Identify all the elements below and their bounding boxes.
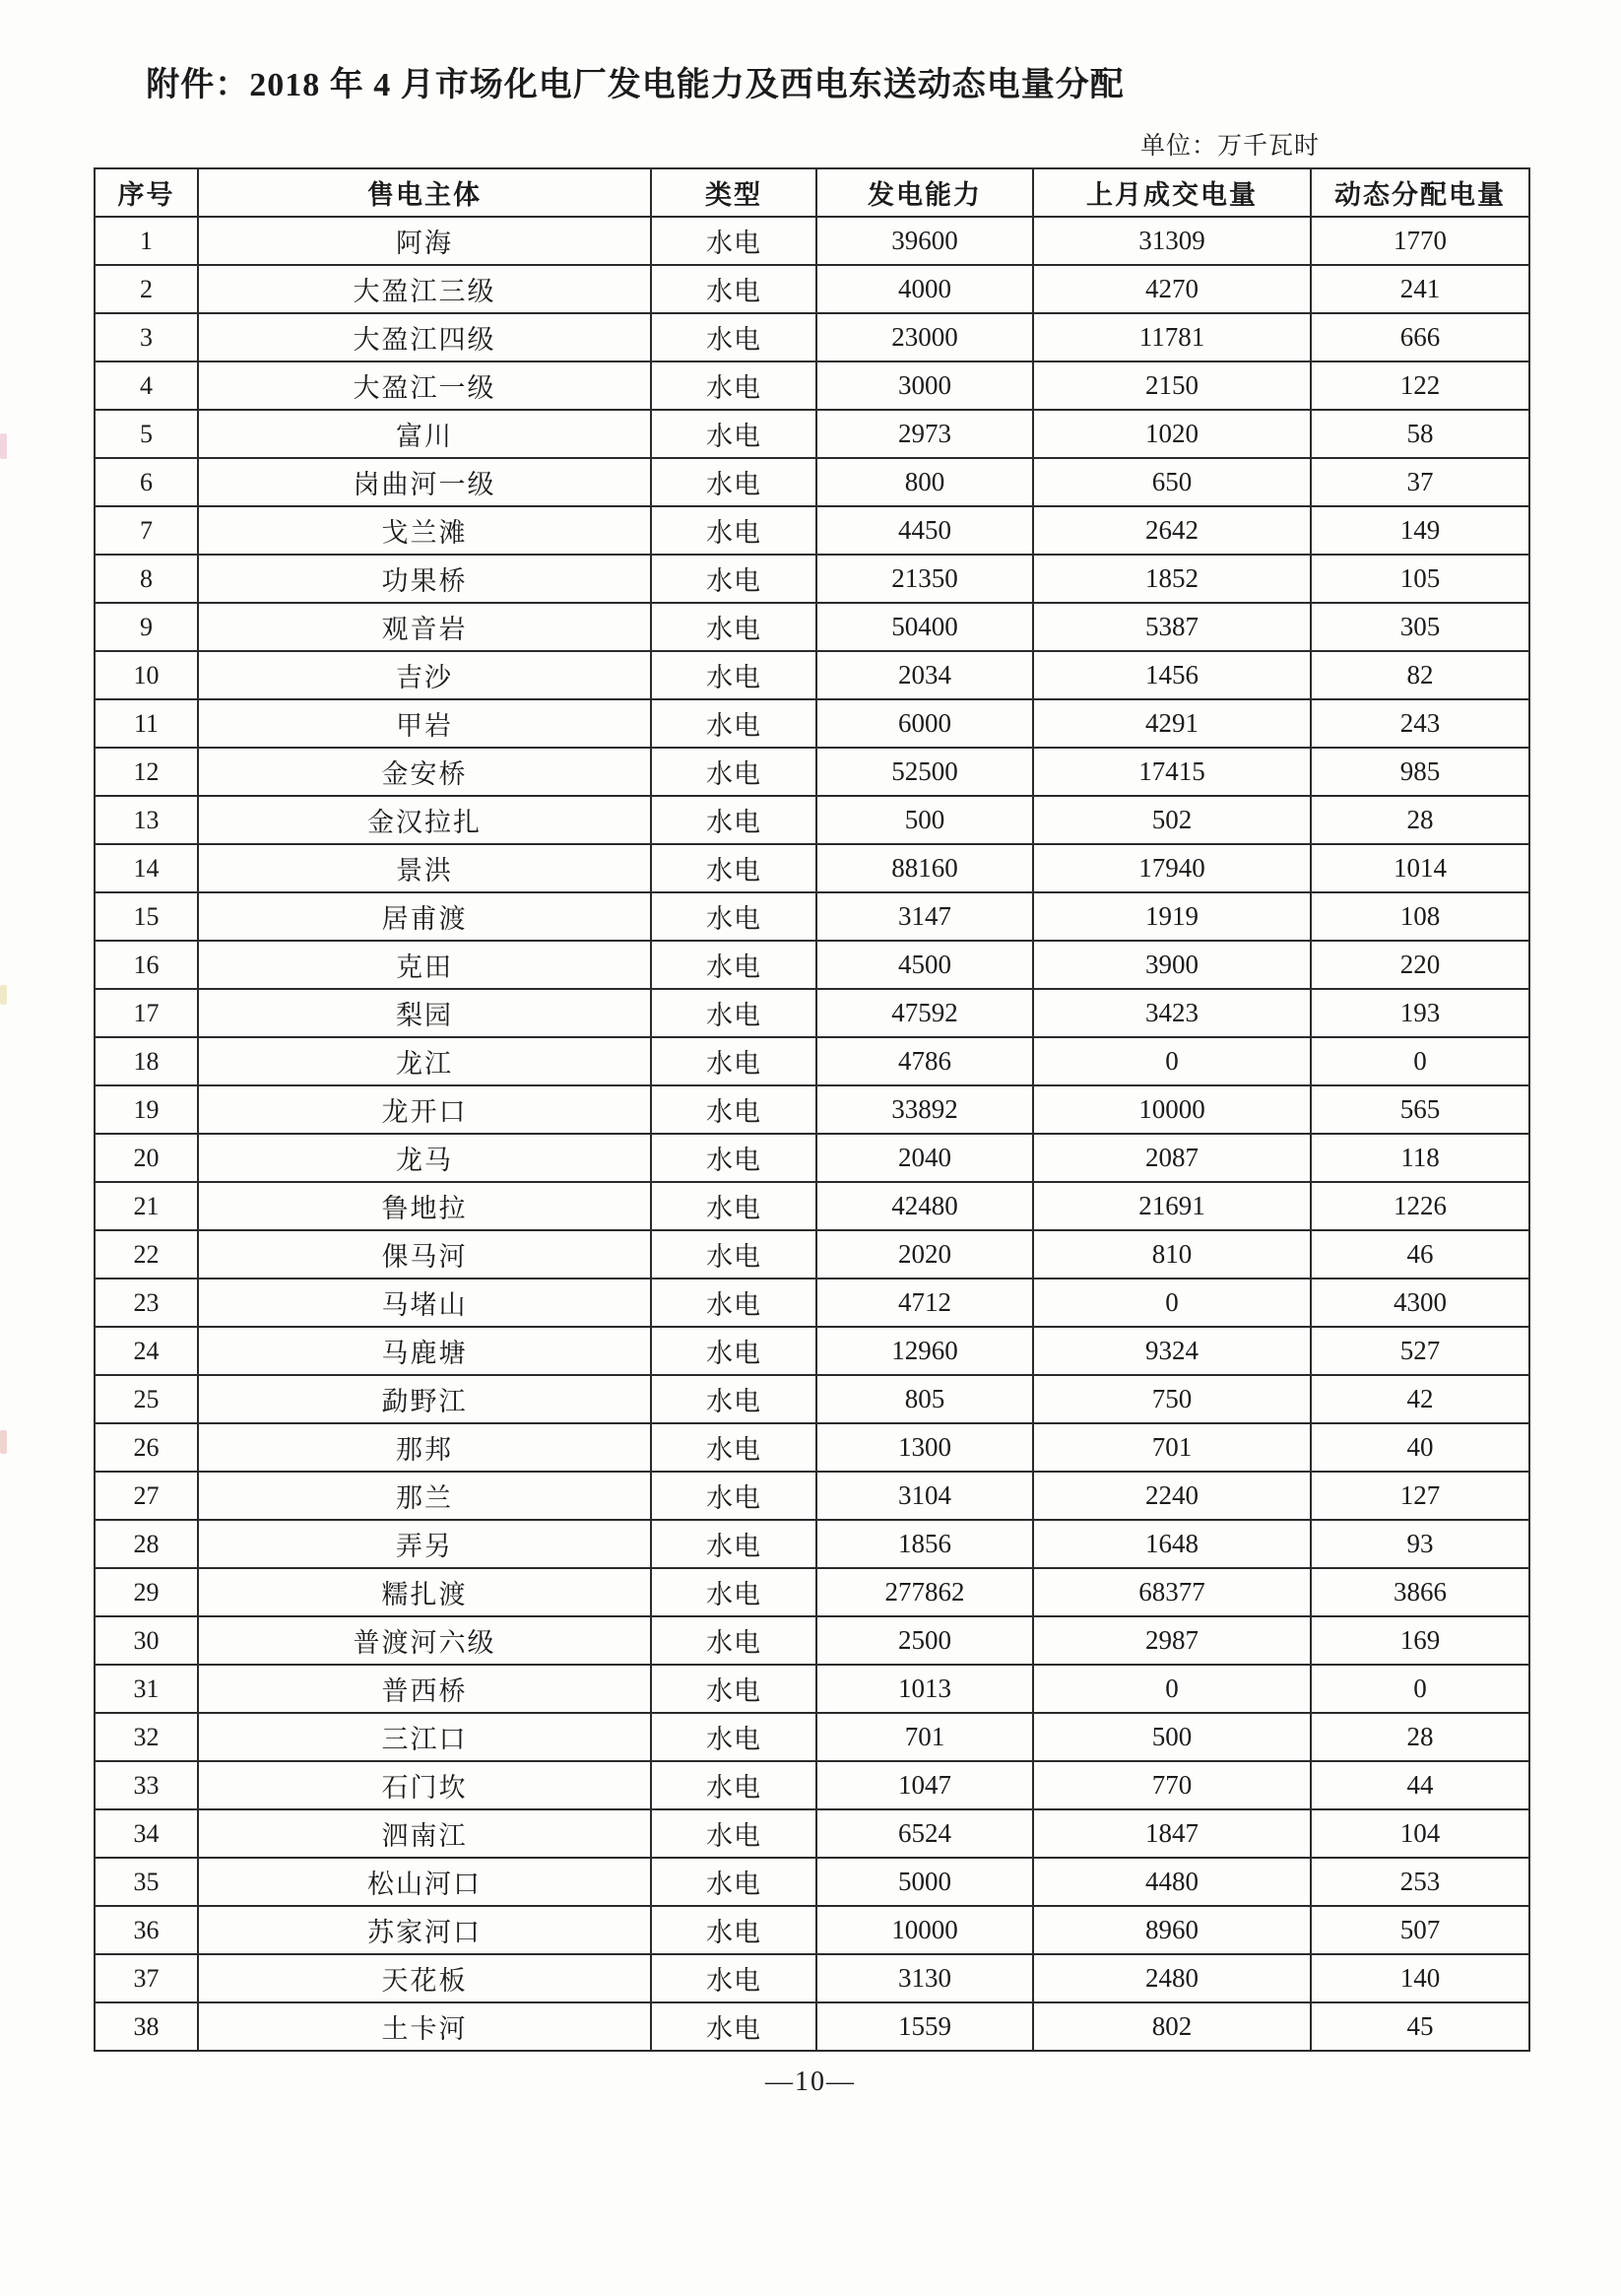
scan-artifact (0, 985, 7, 1005)
last-month-volume-cell: 810 (1033, 1230, 1311, 1279)
last-month-volume-cell: 1456 (1033, 651, 1311, 699)
dynamic-allocation-cell: 666 (1311, 313, 1529, 361)
last-month-volume-cell: 1648 (1033, 1520, 1311, 1568)
seller-name-cell: 马鹿塘 (198, 1327, 651, 1375)
last-month-volume-cell: 4291 (1033, 699, 1311, 748)
row-number-cell: 28 (95, 1520, 198, 1568)
dynamic-allocation-cell: 507 (1311, 1906, 1529, 1954)
table-row (95, 2002, 1529, 2051)
generation-capacity-cell: 5000 (816, 1858, 1033, 1906)
last-month-volume-cell: 0 (1033, 1665, 1311, 1713)
unit-label: 单位：万千瓦时 (1139, 133, 1320, 160)
row-number-cell: 4 (95, 361, 198, 410)
scan-artifact (0, 433, 7, 459)
dynamic-allocation-cell: 105 (1311, 555, 1529, 603)
dynamic-allocation-cell: 253 (1311, 1858, 1529, 1906)
row-number-cell: 16 (95, 941, 198, 989)
seller-name-cell: 泗南江 (198, 1809, 651, 1858)
type-cell: 水电 (651, 458, 816, 506)
generation-capacity-cell: 6524 (816, 1809, 1033, 1858)
generation-capacity-cell: 500 (816, 796, 1033, 844)
page-number: —10— (765, 2066, 856, 2097)
row-number-cell: 27 (95, 1472, 198, 1520)
allocation-table (94, 167, 1530, 2052)
dynamic-allocation-cell: 104 (1311, 1809, 1529, 1858)
generation-capacity-cell: 52500 (816, 748, 1033, 796)
last-month-volume-cell: 5387 (1033, 603, 1311, 651)
seller-name-cell: 龙江 (198, 1037, 651, 1085)
last-month-volume-cell: 10000 (1033, 1085, 1311, 1134)
seller-name-cell: 景洪 (198, 844, 651, 892)
seller-name-cell: 岗曲河一级 (198, 458, 651, 506)
row-number-cell: 32 (95, 1713, 198, 1761)
dynamic-allocation-cell: 140 (1311, 1954, 1529, 2002)
table-row (95, 313, 1529, 361)
row-number-cell: 6 (95, 458, 198, 506)
dynamic-allocation-cell: 58 (1311, 410, 1529, 458)
type-cell: 水电 (651, 217, 816, 265)
row-number-cell: 35 (95, 1858, 198, 1906)
row-number-cell: 21 (95, 1182, 198, 1230)
table-row (95, 941, 1529, 989)
generation-capacity-cell: 47592 (816, 989, 1033, 1037)
table-row (95, 506, 1529, 555)
type-cell: 水电 (651, 1906, 816, 1954)
dynamic-allocation-cell: 127 (1311, 1472, 1529, 1520)
row-number-cell: 5 (95, 410, 198, 458)
generation-capacity-cell: 3147 (816, 892, 1033, 941)
seller-name-cell: 弄另 (198, 1520, 651, 1568)
last-month-volume-cell: 1919 (1033, 892, 1311, 941)
row-number-cell: 25 (95, 1375, 198, 1423)
type-cell: 水电 (651, 1230, 816, 1279)
generation-capacity-cell: 277862 (816, 1568, 1033, 1616)
scan-artifact (0, 1430, 7, 1454)
seller-name-cell: 阿海 (198, 217, 651, 265)
type-cell: 水电 (651, 1472, 816, 1520)
seller-name-cell: 苏家河口 (198, 1906, 651, 1954)
generation-capacity-cell: 23000 (816, 313, 1033, 361)
row-number-cell: 11 (95, 699, 198, 748)
dynamic-allocation-cell: 1226 (1311, 1182, 1529, 1230)
seller-name-cell: 松山河口 (198, 1858, 651, 1906)
seller-name-cell: 大盈江一级 (198, 361, 651, 410)
type-cell: 水电 (651, 1279, 816, 1327)
last-month-volume-cell: 3423 (1033, 989, 1311, 1037)
dynamic-allocation-cell: 42 (1311, 1375, 1529, 1423)
generation-capacity-cell: 4450 (816, 506, 1033, 555)
seller-name-cell: 龙开口 (198, 1085, 651, 1134)
seller-name-cell: 戈兰滩 (198, 506, 651, 555)
generation-capacity-cell: 805 (816, 1375, 1033, 1423)
dynamic-allocation-cell: 243 (1311, 699, 1529, 748)
generation-capacity-cell: 4712 (816, 1279, 1033, 1327)
table-row (95, 555, 1529, 603)
generation-capacity-cell: 33892 (816, 1085, 1033, 1134)
last-month-volume-cell: 650 (1033, 458, 1311, 506)
generation-capacity-cell: 6000 (816, 699, 1033, 748)
seller-name-cell: 梨园 (198, 989, 651, 1037)
seller-name-cell: 普西桥 (198, 1665, 651, 1713)
generation-capacity-cell: 1856 (816, 1520, 1033, 1568)
dynamic-allocation-cell: 40 (1311, 1423, 1529, 1472)
row-number-cell: 3 (95, 313, 198, 361)
table-row (95, 1761, 1529, 1809)
generation-capacity-cell: 12960 (816, 1327, 1033, 1375)
table-row (95, 1423, 1529, 1472)
generation-capacity-cell: 1047 (816, 1761, 1033, 1809)
type-cell: 水电 (651, 748, 816, 796)
seller-name-cell: 倮马河 (198, 1230, 651, 1279)
dynamic-allocation-header: 动态分配电量 (1311, 168, 1529, 217)
dynamic-allocation-cell: 37 (1311, 458, 1529, 506)
dynamic-allocation-cell: 305 (1311, 603, 1529, 651)
table-row (95, 892, 1529, 941)
table-row (95, 989, 1529, 1037)
row-number-cell: 23 (95, 1279, 198, 1327)
row-number-cell: 22 (95, 1230, 198, 1279)
last-month-volume-cell: 68377 (1033, 1568, 1311, 1616)
seller-name-cell: 富川 (198, 410, 651, 458)
seller-name-cell: 甲岩 (198, 699, 651, 748)
row-number-cell: 18 (95, 1037, 198, 1085)
dynamic-allocation-cell: 1770 (1311, 217, 1529, 265)
row-number-cell: 37 (95, 1954, 198, 2002)
dynamic-allocation-cell: 565 (1311, 1085, 1529, 1134)
row-number-cell: 8 (95, 555, 198, 603)
seller-name-cell: 大盈江四级 (198, 313, 651, 361)
dynamic-allocation-cell: 28 (1311, 1713, 1529, 1761)
row-number-cell: 36 (95, 1906, 198, 1954)
seller-name-header: 售电主体 (198, 168, 651, 217)
dynamic-allocation-cell: 93 (1311, 1520, 1529, 1568)
row-number-cell: 30 (95, 1616, 198, 1665)
dynamic-allocation-cell: 28 (1311, 796, 1529, 844)
dynamic-allocation-cell: 118 (1311, 1134, 1529, 1182)
generation-capacity-cell: 2973 (816, 410, 1033, 458)
type-cell: 水电 (651, 941, 816, 989)
document-title: 附件：2018 年 4 月市场化电厂发电能力及西电东送动态电量分配 (146, 67, 1125, 103)
table-row (95, 1858, 1529, 1906)
table-row (95, 1182, 1529, 1230)
type-cell: 水电 (651, 1568, 816, 1616)
table-body (95, 217, 1529, 2051)
generation-capacity-cell: 42480 (816, 1182, 1033, 1230)
type-cell: 水电 (651, 892, 816, 941)
type-cell: 水电 (651, 1858, 816, 1906)
dynamic-allocation-cell: 0 (1311, 1037, 1529, 1085)
last-month-volume-cell: 802 (1033, 2002, 1311, 2051)
seller-name-cell: 吉沙 (198, 651, 651, 699)
type-cell: 水电 (651, 555, 816, 603)
last-month-volume-cell: 2087 (1033, 1134, 1311, 1182)
table-row (95, 265, 1529, 313)
type-cell: 水电 (651, 1761, 816, 1809)
table-row (95, 1375, 1529, 1423)
generation-capacity-cell: 701 (816, 1713, 1033, 1761)
dynamic-allocation-cell: 193 (1311, 989, 1529, 1037)
row-number-cell: 34 (95, 1809, 198, 1858)
table-row (95, 1279, 1529, 1327)
last-month-volume-cell: 8960 (1033, 1906, 1311, 1954)
last-month-volume-cell: 2150 (1033, 361, 1311, 410)
row-number-cell: 38 (95, 2002, 198, 2051)
generation-capacity-cell: 4786 (816, 1037, 1033, 1085)
seller-name-cell: 土卡河 (198, 2002, 651, 2051)
table-row (95, 699, 1529, 748)
type-cell: 水电 (651, 796, 816, 844)
row-number-cell: 9 (95, 603, 198, 651)
table-row (95, 1472, 1529, 1520)
last-month-volume-cell: 4480 (1033, 1858, 1311, 1906)
seller-name-cell: 鲁地拉 (198, 1182, 651, 1230)
last-month-volume-cell: 31309 (1033, 217, 1311, 265)
last-month-volume-cell: 0 (1033, 1037, 1311, 1085)
type-cell: 水电 (651, 1809, 816, 1858)
dynamic-allocation-cell: 45 (1311, 2002, 1529, 2051)
row-number-cell: 12 (95, 748, 198, 796)
last-month-volume-cell: 1852 (1033, 555, 1311, 603)
type-cell: 水电 (651, 844, 816, 892)
seller-name-cell: 观音岩 (198, 603, 651, 651)
generation-capacity-cell: 4000 (816, 265, 1033, 313)
generation-capacity-cell: 3104 (816, 1472, 1033, 1520)
table-row (95, 844, 1529, 892)
table-row (95, 1906, 1529, 1954)
seller-name-cell: 龙马 (198, 1134, 651, 1182)
type-cell: 水电 (651, 361, 816, 410)
row-number-cell: 2 (95, 265, 198, 313)
type-cell: 水电 (651, 1954, 816, 2002)
generation-capacity-cell: 10000 (816, 1906, 1033, 1954)
row-number-cell: 20 (95, 1134, 198, 1182)
type-cell: 水电 (651, 603, 816, 651)
row-number-cell: 26 (95, 1423, 198, 1472)
dynamic-allocation-cell: 44 (1311, 1761, 1529, 1809)
row-number-cell: 10 (95, 651, 198, 699)
generation-capacity-cell: 1013 (816, 1665, 1033, 1713)
seller-name-cell: 三江口 (198, 1713, 651, 1761)
seller-name-cell: 普渡河六级 (198, 1616, 651, 1665)
generation-capacity-header: 发电能力 (816, 168, 1033, 217)
type-cell: 水电 (651, 699, 816, 748)
last-month-volume-cell: 11781 (1033, 313, 1311, 361)
generation-capacity-cell: 88160 (816, 844, 1033, 892)
table-row (95, 1037, 1529, 1085)
type-cell: 水电 (651, 1037, 816, 1085)
dynamic-allocation-cell: 108 (1311, 892, 1529, 941)
generation-capacity-cell: 2034 (816, 651, 1033, 699)
dynamic-allocation-cell: 169 (1311, 1616, 1529, 1665)
seller-name-cell: 马堵山 (198, 1279, 651, 1327)
type-cell: 水电 (651, 1085, 816, 1134)
dynamic-allocation-cell: 3866 (1311, 1568, 1529, 1616)
type-cell: 水电 (651, 1665, 816, 1713)
last-month-volume-cell: 1847 (1033, 1809, 1311, 1858)
seller-name-cell: 糯扎渡 (198, 1568, 651, 1616)
table-row (95, 1665, 1529, 1713)
generation-capacity-cell: 1300 (816, 1423, 1033, 1472)
last-month-volume-cell: 502 (1033, 796, 1311, 844)
type-cell: 水电 (651, 2002, 816, 2051)
table-row (95, 1230, 1529, 1279)
dynamic-allocation-cell: 985 (1311, 748, 1529, 796)
table-row (95, 1568, 1529, 1616)
row-number-cell: 29 (95, 1568, 198, 1616)
seller-name-cell: 大盈江三级 (198, 265, 651, 313)
seller-name-cell: 功果桥 (198, 555, 651, 603)
last-month-volume-cell: 2987 (1033, 1616, 1311, 1665)
last-month-volume-cell: 1020 (1033, 410, 1311, 458)
dynamic-allocation-cell: 527 (1311, 1327, 1529, 1375)
row-number-cell: 14 (95, 844, 198, 892)
seller-name-cell: 那邦 (198, 1423, 651, 1472)
last-month-volume-cell: 500 (1033, 1713, 1311, 1761)
table-row (95, 1616, 1529, 1665)
dynamic-allocation-cell: 220 (1311, 941, 1529, 989)
type-header: 类型 (651, 168, 816, 217)
table-row (95, 603, 1529, 651)
row-number-cell: 1 (95, 217, 198, 265)
table-row (95, 748, 1529, 796)
row-number-cell: 17 (95, 989, 198, 1037)
type-cell: 水电 (651, 410, 816, 458)
type-cell: 水电 (651, 651, 816, 699)
last-month-volume-cell: 21691 (1033, 1182, 1311, 1230)
row-number-cell: 24 (95, 1327, 198, 1375)
table-row (95, 458, 1529, 506)
type-cell: 水电 (651, 1423, 816, 1472)
table-row (95, 410, 1529, 458)
seller-name-cell: 那兰 (198, 1472, 651, 1520)
generation-capacity-cell: 2500 (816, 1616, 1033, 1665)
seller-name-cell: 金安桥 (198, 748, 651, 796)
last-month-volume-cell: 2642 (1033, 506, 1311, 555)
table-row (95, 1954, 1529, 2002)
last-month-volume-cell: 4270 (1033, 265, 1311, 313)
generation-capacity-cell: 3000 (816, 361, 1033, 410)
row-number-cell: 19 (95, 1085, 198, 1134)
row-number-cell: 31 (95, 1665, 198, 1713)
type-cell: 水电 (651, 1134, 816, 1182)
last-month-volume-cell: 3900 (1033, 941, 1311, 989)
last-month-volume-cell: 0 (1033, 1279, 1311, 1327)
table-row (95, 1085, 1529, 1134)
dynamic-allocation-cell: 1014 (1311, 844, 1529, 892)
row-number-header: 序号 (95, 168, 198, 217)
table-row (95, 361, 1529, 410)
table-row (95, 1327, 1529, 1375)
last-month-volume-cell: 9324 (1033, 1327, 1311, 1375)
type-cell: 水电 (651, 1375, 816, 1423)
generation-capacity-cell: 21350 (816, 555, 1033, 603)
table-row (95, 1713, 1529, 1761)
row-number-cell: 33 (95, 1761, 198, 1809)
dynamic-allocation-cell: 4300 (1311, 1279, 1529, 1327)
type-cell: 水电 (651, 1616, 816, 1665)
last-month-volume-cell: 17940 (1033, 844, 1311, 892)
last-month-volume-header: 上月成交电量 (1033, 168, 1311, 217)
table-header-row (95, 168, 1529, 217)
table-row (95, 217, 1529, 265)
seller-name-cell: 金汉拉扎 (198, 796, 651, 844)
last-month-volume-cell: 17415 (1033, 748, 1311, 796)
seller-name-cell: 石门坎 (198, 1761, 651, 1809)
seller-name-cell: 天花板 (198, 1954, 651, 2002)
row-number-cell: 13 (95, 796, 198, 844)
type-cell: 水电 (651, 989, 816, 1037)
dynamic-allocation-cell: 241 (1311, 265, 1529, 313)
dynamic-allocation-cell: 0 (1311, 1665, 1529, 1713)
dynamic-allocation-cell: 122 (1311, 361, 1529, 410)
table-row (95, 796, 1529, 844)
generation-capacity-cell: 50400 (816, 603, 1033, 651)
type-cell: 水电 (651, 265, 816, 313)
generation-capacity-cell: 3130 (816, 1954, 1033, 2002)
type-cell: 水电 (651, 1182, 816, 1230)
type-cell: 水电 (651, 1520, 816, 1568)
seller-name-cell: 克田 (198, 941, 651, 989)
table-row (95, 651, 1529, 699)
table-row (95, 1134, 1529, 1182)
generation-capacity-cell: 1559 (816, 2002, 1033, 2051)
type-cell: 水电 (651, 506, 816, 555)
last-month-volume-cell: 2240 (1033, 1472, 1311, 1520)
last-month-volume-cell: 701 (1033, 1423, 1311, 1472)
generation-capacity-cell: 2040 (816, 1134, 1033, 1182)
type-cell: 水电 (651, 313, 816, 361)
type-cell: 水电 (651, 1327, 816, 1375)
generation-capacity-cell: 2020 (816, 1230, 1033, 1279)
generation-capacity-cell: 800 (816, 458, 1033, 506)
dynamic-allocation-cell: 82 (1311, 651, 1529, 699)
generation-capacity-cell: 4500 (816, 941, 1033, 989)
table-row (95, 1520, 1529, 1568)
last-month-volume-cell: 750 (1033, 1375, 1311, 1423)
dynamic-allocation-cell: 149 (1311, 506, 1529, 555)
seller-name-cell: 勐野江 (198, 1375, 651, 1423)
type-cell: 水电 (651, 1713, 816, 1761)
last-month-volume-cell: 770 (1033, 1761, 1311, 1809)
row-number-cell: 15 (95, 892, 198, 941)
dynamic-allocation-cell: 46 (1311, 1230, 1529, 1279)
seller-name-cell: 居甫渡 (198, 892, 651, 941)
last-month-volume-cell: 2480 (1033, 1954, 1311, 2002)
generation-capacity-cell: 39600 (816, 217, 1033, 265)
row-number-cell: 7 (95, 506, 198, 555)
table-row (95, 1809, 1529, 1858)
